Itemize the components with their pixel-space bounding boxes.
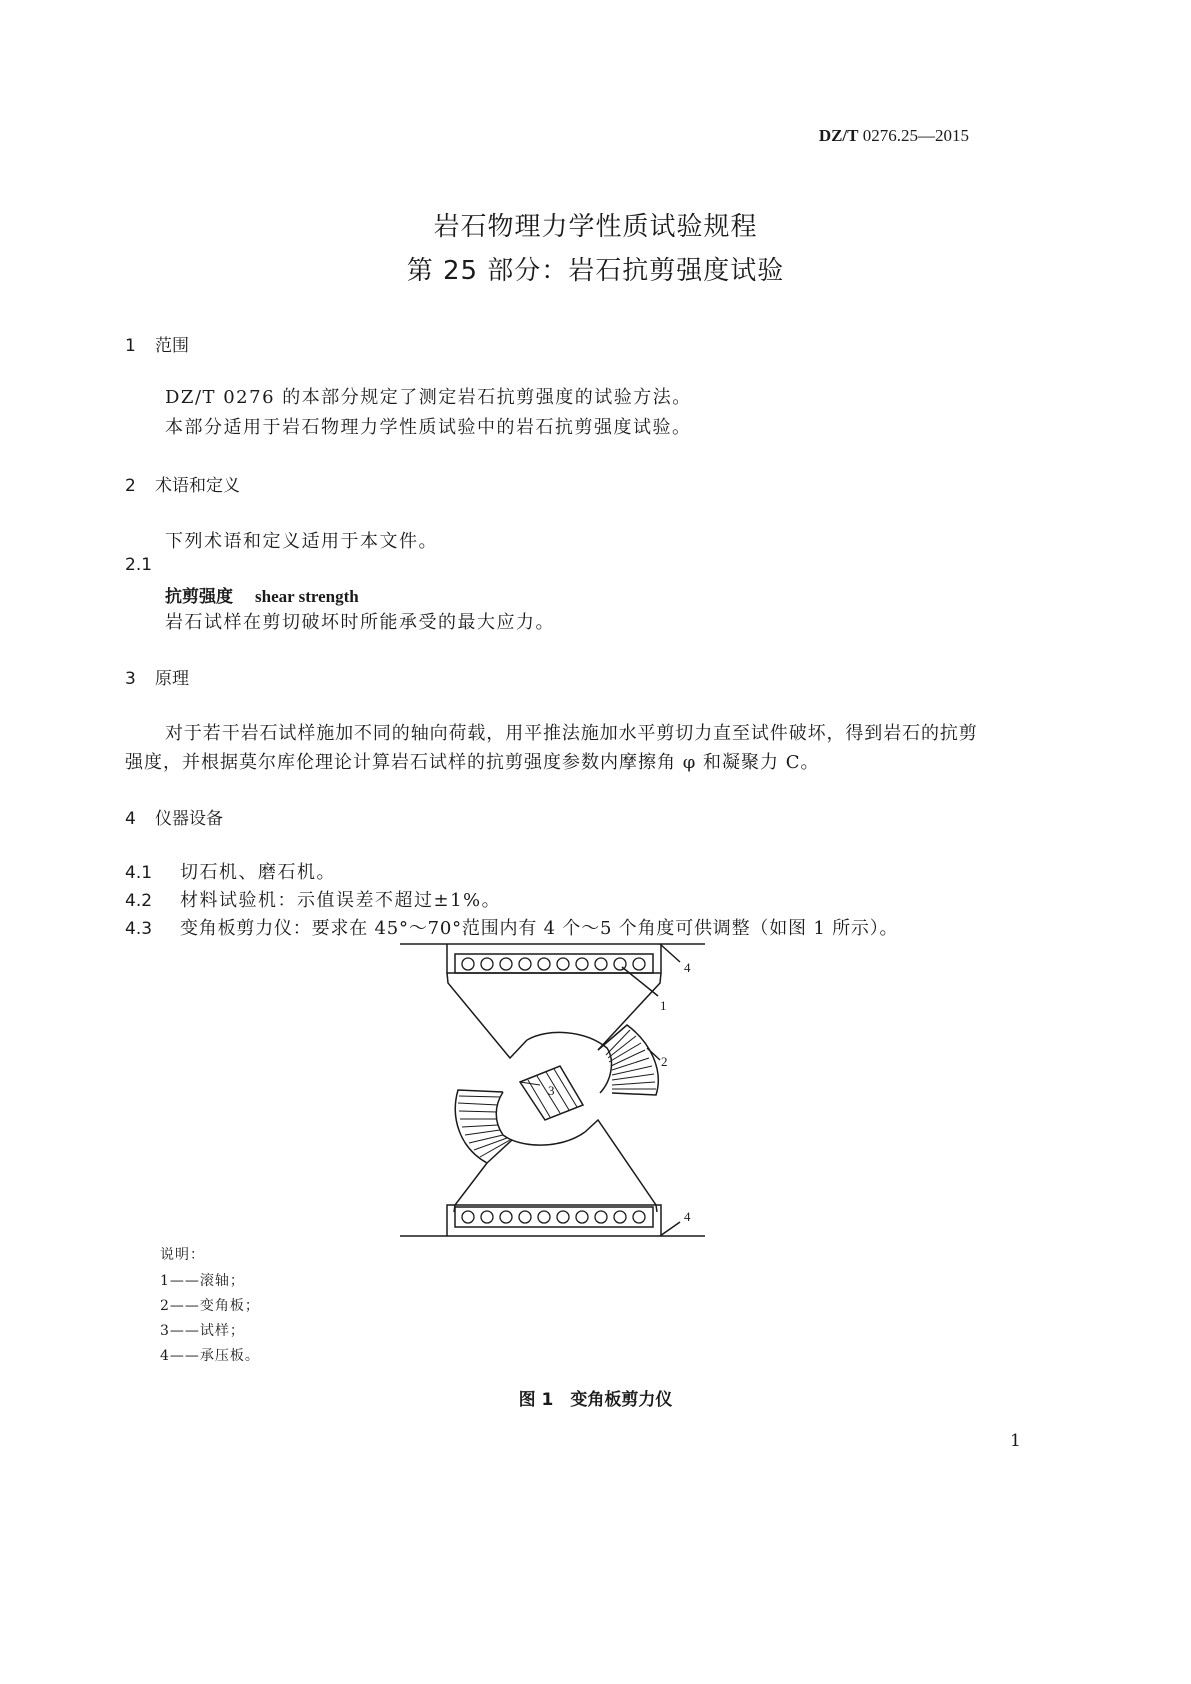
top-rollers — [462, 958, 645, 970]
lower-semicircle-die — [496, 1092, 585, 1145]
figure-caption: 图 1 变角板剪力仪 — [518, 1390, 673, 1410]
callout-leader-4-top — [660, 944, 680, 962]
section-number: 2 — [125, 476, 136, 496]
section-number: 1 — [125, 336, 136, 356]
upper-body-right — [598, 973, 661, 1050]
section-number: 4 — [125, 809, 136, 829]
term-chinese: 抗剪强度 — [165, 587, 233, 607]
section-1-para-2: 本部分适用于岩石物理力学性质试验中的岩石抗剪强度试验。 — [165, 417, 692, 438]
upper-semicircle-die — [527, 1032, 611, 1093]
title-line-2: 第 25 部分：岩石抗剪强度试验 — [406, 256, 785, 286]
term-definition: 岩石试样在剪切破坏时所能承受的最大应力。 — [165, 612, 555, 633]
bottom-roller-housing — [455, 1207, 653, 1227]
section-title: 范围 — [155, 336, 189, 356]
bottom-rollers — [462, 1211, 645, 1223]
legend-item-1: 1——滚轴； — [160, 1273, 245, 1289]
section-3-heading — [125, 664, 189, 689]
page-number: 1 — [1010, 1431, 1021, 1451]
item-4-2 — [125, 886, 501, 912]
section-title: 仪器设备 — [155, 809, 223, 829]
standard-code-number: 0276.25—2015 — [858, 126, 969, 145]
section-1-para-1: DZ/T 0276 的本部分规定了测定岩石抗剪强度的试验方法。 — [165, 387, 692, 408]
section-3-line-1: 对于若干岩石试样施加不同的轴向荷载，用平推法施加水平剪切力直至试件破坏，得到岩石的抗剪 — [165, 723, 978, 744]
section-number: 3 — [125, 669, 136, 689]
standard-code — [819, 126, 969, 146]
legend-item-2: 2——变角板； — [160, 1298, 260, 1314]
callout-2: 2 — [661, 1054, 668, 1069]
term-entry — [165, 582, 359, 607]
item-number: 4.3 — [125, 919, 153, 939]
item-number: 4.1 — [125, 863, 153, 883]
top-roller-holder — [447, 944, 661, 973]
item-text: 材料试验机：示值误差不超过±1%。 — [180, 890, 502, 911]
bottom-roller-holder — [447, 1205, 661, 1236]
lower-body-right — [585, 1120, 657, 1212]
callout-3: 3 — [548, 1083, 555, 1098]
term-number: 2.1 — [125, 555, 153, 575]
term-english: shear strength — [255, 587, 359, 606]
section-1-heading — [125, 331, 189, 356]
title-line-1: 岩石物理力学性质试验规程 — [433, 212, 758, 242]
callout-leader-4-bottom — [660, 1222, 680, 1236]
section-title: 原理 — [155, 669, 189, 689]
right-angle-plate-hatch — [606, 1030, 656, 1089]
section-title: 术语和定义 — [155, 476, 240, 496]
left-angle-plate-hatch — [458, 1096, 510, 1157]
section-4-heading — [125, 804, 223, 829]
section-3-line-2: 强度，并根据莫尔库伦理论计算岩石试样的抗剪强度参数内摩擦角 φ 和凝聚力 C。 — [125, 752, 820, 773]
item-4-1 — [125, 858, 336, 884]
legend-title: 说明： — [160, 1247, 205, 1263]
item-text: 变角板剪力仪：要求在 45°～70°范围内有 4 个～5 个角度可供调整（如图 1 所示）。 — [180, 918, 899, 939]
upper-body-left — [447, 973, 527, 1058]
item-number: 4.2 — [125, 891, 153, 911]
standard-code-prefix: DZ/T — [818, 126, 859, 145]
callout-4-bottom: 4 — [684, 1209, 691, 1224]
legend-item-3: 3——试样； — [160, 1323, 245, 1339]
callout-1: 1 — [660, 998, 667, 1013]
legend-item-4: 4——承压板。 — [160, 1348, 260, 1364]
shear-apparatus-figure — [390, 935, 720, 1245]
right-angle-plate — [598, 1025, 658, 1095]
callout-4-top: 4 — [684, 960, 691, 975]
section-2-para-1: 下列术语和定义适用于本文件。 — [165, 531, 438, 552]
item-text: 切石机、磨石机。 — [180, 862, 336, 883]
section-2-heading — [125, 471, 240, 496]
